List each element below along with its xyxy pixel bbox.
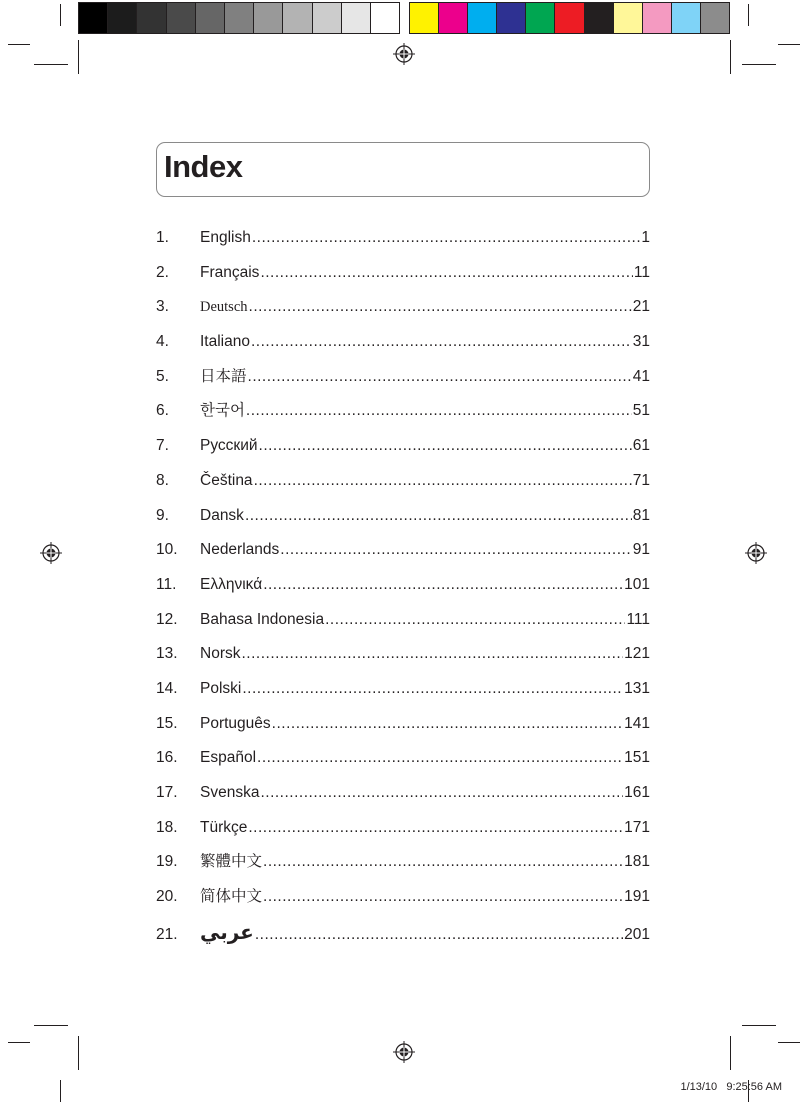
index-entry-label: 日本語 (200, 367, 247, 385)
crop-mark (730, 40, 731, 74)
index-entry-number: 6. (156, 402, 169, 420)
index-entry-label: Dansk (200, 506, 244, 524)
index-entry[interactable] (156, 504, 650, 539)
dot-leader (255, 923, 623, 947)
dot-leader (260, 261, 632, 285)
dot-leader (249, 295, 632, 319)
index-entry-label: Polski (200, 679, 242, 697)
index-entry-number: 4. (156, 333, 169, 351)
color-swatch (79, 3, 108, 33)
dot-leader (246, 399, 632, 423)
index-entry-label: Svenska (200, 784, 260, 801)
dot-leader (325, 608, 625, 632)
index-entry[interactable] (156, 469, 650, 504)
color-swatch (643, 3, 672, 33)
index-entry[interactable] (156, 677, 650, 712)
color-swatch (167, 3, 196, 33)
color-swatch (108, 3, 137, 33)
index-entry-number: 16. (156, 749, 178, 767)
color-swatch (225, 3, 254, 33)
color-swatch (526, 3, 555, 33)
index-entry-label: Norsk (200, 645, 241, 663)
index-entry-label: Français (200, 263, 260, 281)
index-entry-label: 한국어 (200, 402, 245, 420)
index-entry-page: 151 (624, 749, 650, 767)
index-entry-label: Español (200, 749, 257, 767)
crop-mark (34, 1025, 68, 1026)
crop-mark (742, 1025, 776, 1026)
index-entry-label: 简体中文 (200, 888, 263, 906)
index-title-box (156, 142, 650, 197)
crop-mark (34, 64, 68, 65)
page-title: Index (164, 149, 243, 184)
dot-leader (248, 365, 632, 389)
index-entry[interactable] (156, 712, 650, 747)
crop-mark (78, 1036, 79, 1070)
index-entry-number: 17. (156, 784, 178, 801)
registration-mark-icon (393, 43, 415, 65)
index-entry-page: 31 (632, 333, 650, 351)
index-entry-label: Bahasa Indonesia (200, 610, 325, 628)
color-swatch (468, 3, 497, 33)
index-entry-number: 9. (156, 506, 169, 524)
index-entry-page: 101 (624, 575, 650, 593)
crop-mark (730, 1036, 731, 1070)
index-entry-page: 71 (632, 471, 650, 489)
dot-leader (272, 712, 623, 736)
dot-leader (241, 642, 623, 666)
color-swatch (196, 3, 225, 33)
index-entry-number: 7. (156, 437, 169, 455)
index-entry-page: 51 (632, 402, 650, 420)
crop-mark (78, 40, 79, 74)
registration-mark-icon (393, 1041, 415, 1063)
index-entry-label: English (200, 229, 251, 246)
index-entry[interactable] (156, 434, 650, 469)
color-swatch (371, 3, 399, 33)
index-entry-page: 41 (632, 367, 650, 385)
color-swatch (497, 3, 526, 33)
crop-mark (748, 4, 749, 26)
index-entry-label: Deutsch (200, 299, 248, 316)
dot-leader (251, 330, 632, 354)
index-entry[interactable] (156, 330, 650, 365)
color-swatch (439, 3, 468, 33)
index-entry[interactable] (156, 261, 650, 296)
index-entry-number: 10. (156, 541, 178, 559)
index-entry-label: Русский (200, 437, 258, 455)
dot-leader (242, 677, 623, 701)
index-entry-label: Nederlands (200, 541, 280, 559)
crop-mark (778, 44, 800, 45)
index-entry-number: 1. (156, 229, 169, 246)
process-color-bar (409, 2, 730, 34)
index-entry-page: 181 (624, 853, 650, 871)
index-entry-label: Čeština (200, 471, 253, 489)
color-swatch (283, 3, 312, 33)
index-entry[interactable] (156, 885, 650, 920)
index-entry-label: 繁體中文 (200, 853, 263, 871)
color-swatch (137, 3, 166, 33)
index-entry-label: Ελληνικά (200, 575, 263, 593)
dot-leader (263, 573, 623, 597)
index-entry-number: 2. (156, 263, 169, 281)
dot-leader (248, 816, 623, 840)
dot-leader (254, 469, 632, 493)
index-entry[interactable] (156, 399, 650, 434)
index-entry[interactable] (156, 850, 650, 885)
index-entry-page: 191 (624, 888, 650, 906)
color-swatch (585, 3, 614, 33)
index-entry[interactable] (156, 746, 650, 781)
registration-mark-icon (745, 542, 767, 564)
print-timestamp: 1/13/10 9:25:56 AM (680, 1081, 782, 1093)
color-swatch (342, 3, 371, 33)
index-entry-page: 171 (624, 818, 650, 836)
index-entry-page: 81 (632, 506, 650, 524)
index-entry-number: 19. (156, 853, 178, 871)
index-entry-page: 141 (624, 714, 650, 732)
index-entry[interactable] (156, 781, 650, 816)
index-entry-number: 14. (156, 679, 178, 697)
index-entry-number: 11. (156, 575, 177, 593)
crop-mark (8, 44, 30, 45)
color-swatch (254, 3, 283, 33)
index-entry-label: Italiano (200, 333, 250, 351)
index-entry-label: Português (200, 714, 271, 732)
index-entry[interactable] (156, 608, 650, 643)
index-entry[interactable] (156, 816, 650, 851)
index-entry-number: 5. (156, 367, 169, 385)
index-entry-page: 161 (624, 784, 650, 801)
dot-leader (245, 504, 632, 528)
dot-leader (259, 434, 632, 458)
index-entry[interactable] (156, 365, 650, 400)
index-entry-label: Türkçe (200, 818, 248, 836)
index-entry[interactable] (156, 642, 650, 677)
index-entry[interactable] (156, 538, 650, 573)
index-entry-number: 15. (156, 714, 178, 732)
index-entry[interactable] (156, 573, 650, 608)
index-entry-number: 21. (156, 925, 178, 943)
index-entry-number: 3. (156, 298, 169, 316)
color-swatch (614, 3, 643, 33)
color-swatch (672, 3, 701, 33)
index-entry-number: 20. (156, 888, 178, 906)
index-entry[interactable] (156, 920, 650, 955)
index-entry-page: 91 (632, 541, 650, 559)
registration-mark-icon (40, 542, 62, 564)
crop-mark (60, 4, 61, 26)
index-entry-page: 121 (624, 645, 650, 663)
index-entry-page: 111 (626, 610, 650, 628)
crop-mark (778, 1042, 800, 1043)
index-entry-number: 13. (156, 645, 178, 663)
index-entry[interactable] (156, 295, 650, 330)
crop-mark (742, 64, 776, 65)
index-entry[interactable] (156, 226, 650, 261)
dot-leader (263, 850, 623, 874)
index-list (156, 226, 650, 954)
index-entry-page: 61 (632, 437, 650, 455)
index-entry-page: 21 (632, 298, 650, 316)
color-swatch (555, 3, 584, 33)
color-swatch (410, 3, 439, 33)
color-swatch (313, 3, 342, 33)
dot-leader (263, 885, 623, 909)
index-entry-page: 11 (633, 263, 650, 281)
color-swatch (701, 3, 729, 33)
index-entry-page: 201 (624, 925, 650, 943)
dot-leader (252, 226, 641, 250)
index-entry-number: 18. (156, 818, 178, 836)
crop-mark (8, 1042, 30, 1043)
dot-leader (257, 746, 623, 770)
index-entry-number: 8. (156, 471, 169, 489)
dot-leader (280, 538, 631, 562)
grayscale-color-bar (78, 2, 400, 34)
index-entry-number: 12. (156, 610, 178, 628)
index-entry-label: عربي (200, 919, 254, 944)
dot-leader (260, 781, 623, 805)
index-entry-page: 131 (624, 679, 650, 697)
crop-mark (60, 1080, 61, 1102)
index-entry-page: 1 (641, 229, 650, 246)
